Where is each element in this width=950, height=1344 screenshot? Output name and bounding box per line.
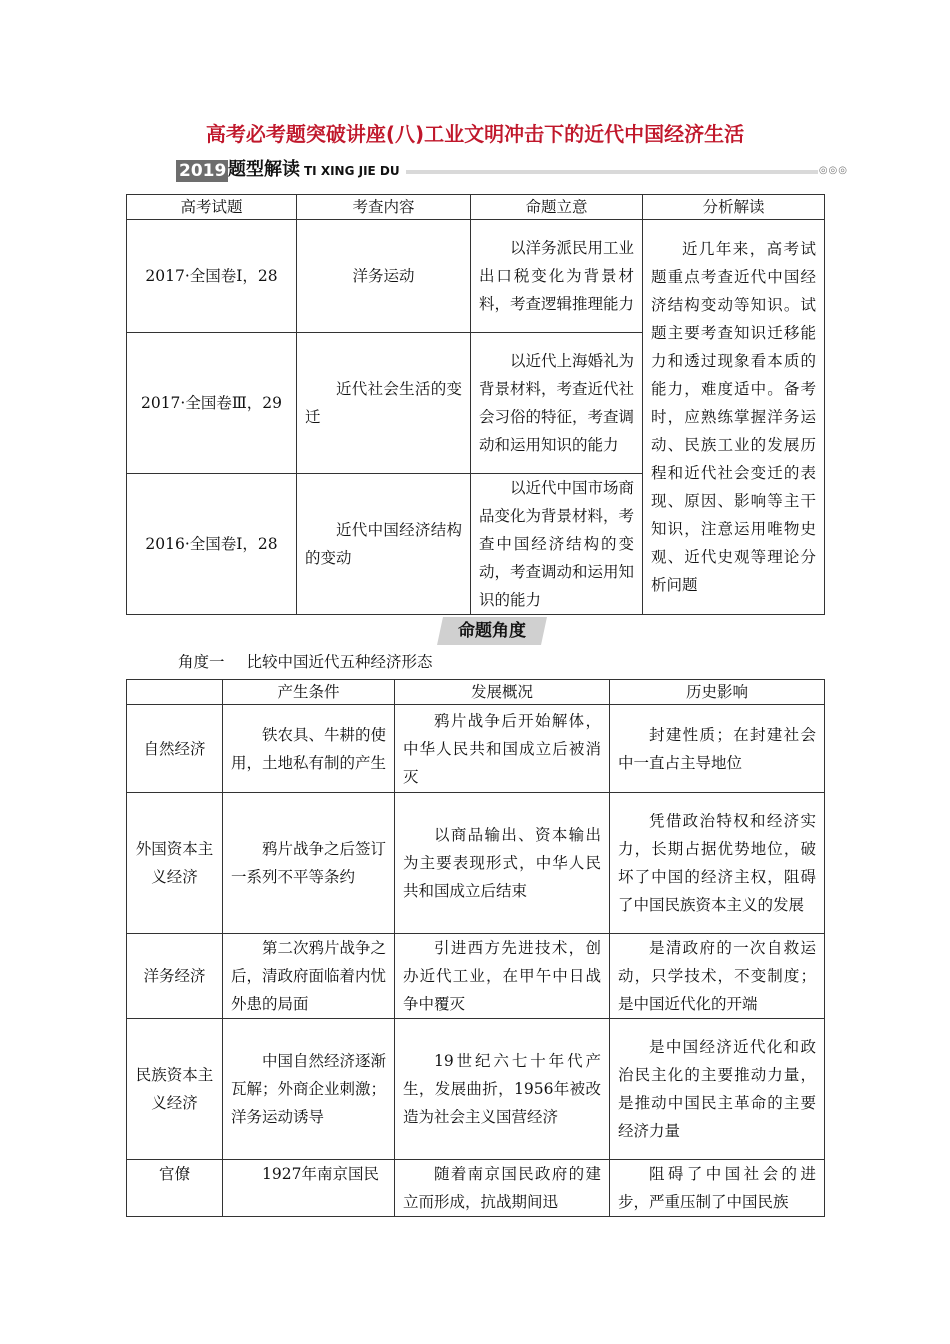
section-banner	[176, 158, 848, 184]
intent-cell: 以洋务派民用工业出口税变化为背景材料，考查逻辑推理能力	[471, 220, 643, 333]
condition-cell: 铁农具、牛耕的使用，土地私有制的产生	[223, 705, 395, 793]
development-cell: 引进西方先进技术，创办近代工业，在甲午中日战争中覆灭	[395, 934, 610, 1019]
header-analysis: 分析解读	[643, 195, 825, 220]
economy-name-cell: 洋务经济	[127, 934, 223, 1019]
condition-cell: 鸦片战争之后签订一系列不平等条约	[223, 793, 395, 934]
header-exam: 高考试题	[127, 195, 297, 220]
banner-label	[228, 158, 406, 183]
table-row	[127, 1160, 825, 1217]
development-cell: 19世纪六七十年代产生，发展曲折，1956年被改造为社会主义国营经济	[395, 1019, 610, 1160]
header-impact: 历史影响	[610, 680, 825, 705]
header-content: 考查内容	[297, 195, 471, 220]
header-intent: 命题立意	[471, 195, 643, 220]
development-cell: 随着南京国民政府的建立而形成，抗战期间迅	[395, 1160, 610, 1217]
table-header-row	[127, 680, 825, 705]
intent-cell: 以近代中国市场商品变化为背景材料，考查中国经济结构的变动，考查调动和运用知识的能力	[471, 474, 643, 615]
development-cell: 鸦片战争后开始解体，中华人民共和国成立后被消灭	[395, 705, 610, 793]
section-tag-label: 命题角度	[458, 621, 526, 641]
table-row	[127, 934, 825, 1019]
page-title: 高考必考题突破讲座(八)工业文明冲击下的近代中国经济生活	[205, 122, 745, 146]
development-cell: 以商品输出、资本输出为主要表现形式，中华人民共和国成立后结束	[395, 793, 610, 934]
header-blank	[127, 680, 223, 705]
table-header-row	[127, 195, 825, 220]
intent-cell: 以近代上海婚礼为背景材料，考查近代社会习俗的特征，考查调动和运用知识的能力	[471, 333, 643, 474]
impact-cell: 是清政府的一次自救运动，只学技术，不变制度；是中国近代化的开端	[610, 934, 825, 1019]
angle-title: 比较中国近代五种经济形态	[246, 653, 433, 671]
header-conditions: 产生条件	[223, 680, 395, 705]
exam-cell: 2016·全国卷Ⅰ，28	[127, 474, 297, 615]
condition-cell: 第二次鸦片战争之后，清政府面临着内忧外患的局面	[223, 934, 395, 1019]
table-row	[127, 220, 825, 333]
impact-cell: 是中国经济近代化和政治民主化的主要推动力量，是推动中国民主革命的主要经济力量	[610, 1019, 825, 1160]
economy-name-cell: 外国资本主义经济	[127, 793, 223, 934]
content-cell: 洋务运动	[297, 220, 471, 333]
header-development: 发展概况	[395, 680, 610, 705]
condition-cell: 1927年南京国民	[223, 1160, 395, 1217]
content-cell: 近代中国经济结构的变动	[297, 474, 471, 615]
condition-cell: 中国自然经济逐渐瓦解；外商企业刺激；洋务运动诱导	[223, 1019, 395, 1160]
economy-name-cell: 自然经济	[127, 705, 223, 793]
exam-analysis-table	[126, 194, 825, 615]
content-cell: 近代社会生活的变迁	[297, 333, 471, 474]
exam-cell: 2017·全国卷Ⅲ，29	[127, 333, 297, 474]
impact-cell: 封建性质；在封建社会中一直占主导地位	[610, 705, 825, 793]
analysis-cell: 近几年来，高考试题重点考查近代中国经济结构变动等知识。试题主要考查知识迁移能力和透过现象看本质的能力，难度适中。备考时，应熟练掌握洋务运动、民族工业的发展历程和近代社会变迁的表现、原因、影响等主干知识，注意运用唯物史观、近代史观等理论分析问题	[643, 220, 825, 615]
table-row	[127, 705, 825, 793]
impact-cell: 凭借政治特权和经济实力，长期占据优势地位，破坏了中国的经济主权，阻碍了中国民族资本主义的发展	[610, 793, 825, 934]
angle-label: 角度一	[178, 653, 225, 671]
economy-forms-table	[126, 679, 825, 1217]
exam-cell: 2017·全国卷Ⅰ，28	[127, 220, 297, 333]
banner-dots-icon: ◎◎◎	[818, 165, 848, 176]
banner-year: 2019	[176, 160, 229, 182]
banner-pinyin: TI XING JIE DU	[304, 164, 400, 178]
table-row	[127, 793, 825, 934]
angle-heading	[178, 650, 433, 674]
economy-name-cell: 民族资本主义经济	[127, 1019, 223, 1160]
economy-name-cell: 官僚	[127, 1160, 223, 1217]
banner-label-text: 题型解读	[228, 159, 300, 180]
impact-cell: 阻碍了中国社会的进步，严重压制了中国民族	[610, 1160, 825, 1217]
table-row	[127, 1019, 825, 1160]
